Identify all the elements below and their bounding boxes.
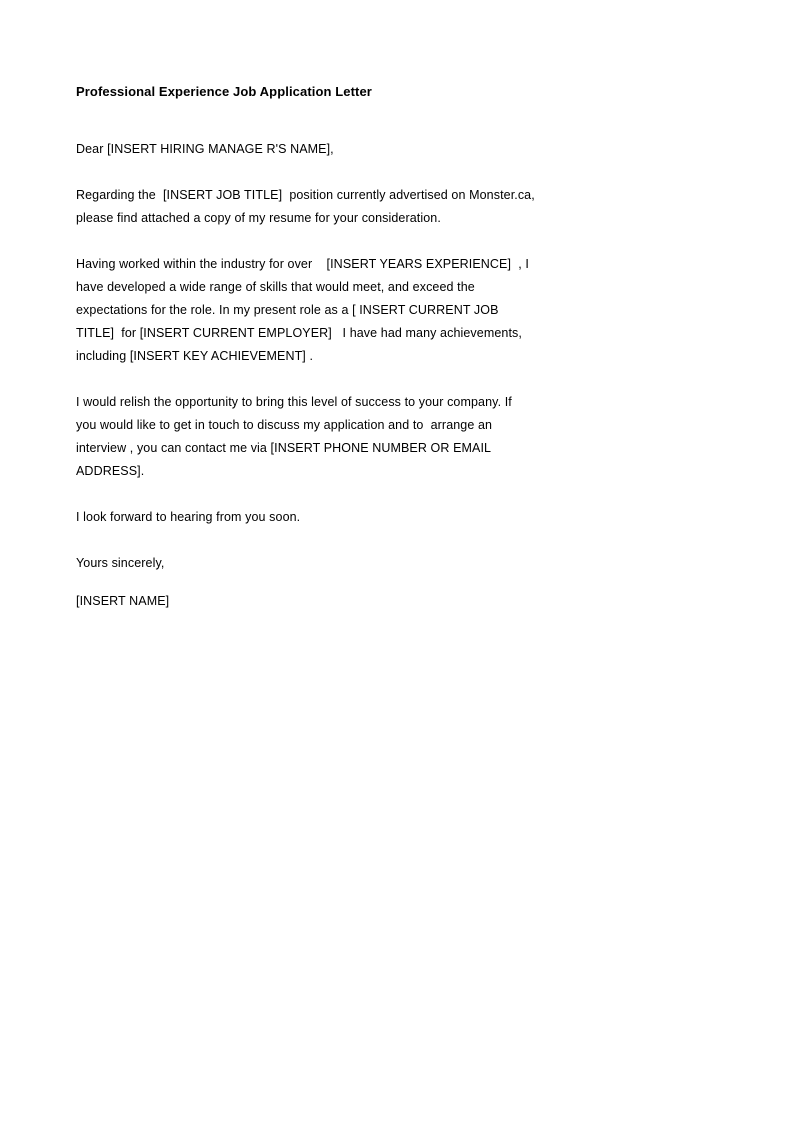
paragraph-forward [76, 506, 556, 529]
text-line: please find attached a copy of my resume for your consideration. [76, 211, 441, 225]
paragraph-contact [76, 391, 556, 483]
letter-closing: Yours sincerely, [76, 556, 165, 570]
text-line: have developed a wide range of skills that would meet, and exceed the [76, 280, 475, 294]
letter-body [76, 83, 556, 613]
text-line: Having worked within the industry for over [INSERT YEARS EXPERIENCE] , I [76, 257, 529, 271]
paragraph-job-title [76, 184, 556, 230]
text-line: interview , you can contact me via [INSERT PHONE NUMBER OR EMAIL [76, 441, 492, 455]
text-line: including [INSERT KEY ACHIEVEMENT] . [76, 349, 314, 363]
text-line: I look forward to hearing from you soon. [76, 510, 301, 524]
letter-title: Professional Experience Job Application Letter [76, 84, 372, 99]
letter-greeting: Dear [INSERT HIRING MANAGE R'S NAME], [76, 142, 334, 156]
text-line: ADDRESS]. [76, 464, 145, 478]
text-line: I would relish the opportunity to bring this level of success to your company. If [76, 395, 512, 409]
text-line: Regarding the [INSERT JOB TITLE] position currently advertised on Monster.ca, [76, 188, 535, 202]
text-line: expectations for the role. In my present role as a [ INSERT CURRENT JOB [76, 303, 499, 317]
letter-signature: [INSERT NAME] [76, 594, 170, 608]
text-line: you would like to get in touch to discuss my application and to arrange an [76, 418, 493, 432]
paragraph-experience [76, 253, 556, 368]
text-line: TITLE] for [INSERT CURRENT EMPLOYER] I have had many achievements, [76, 326, 522, 340]
